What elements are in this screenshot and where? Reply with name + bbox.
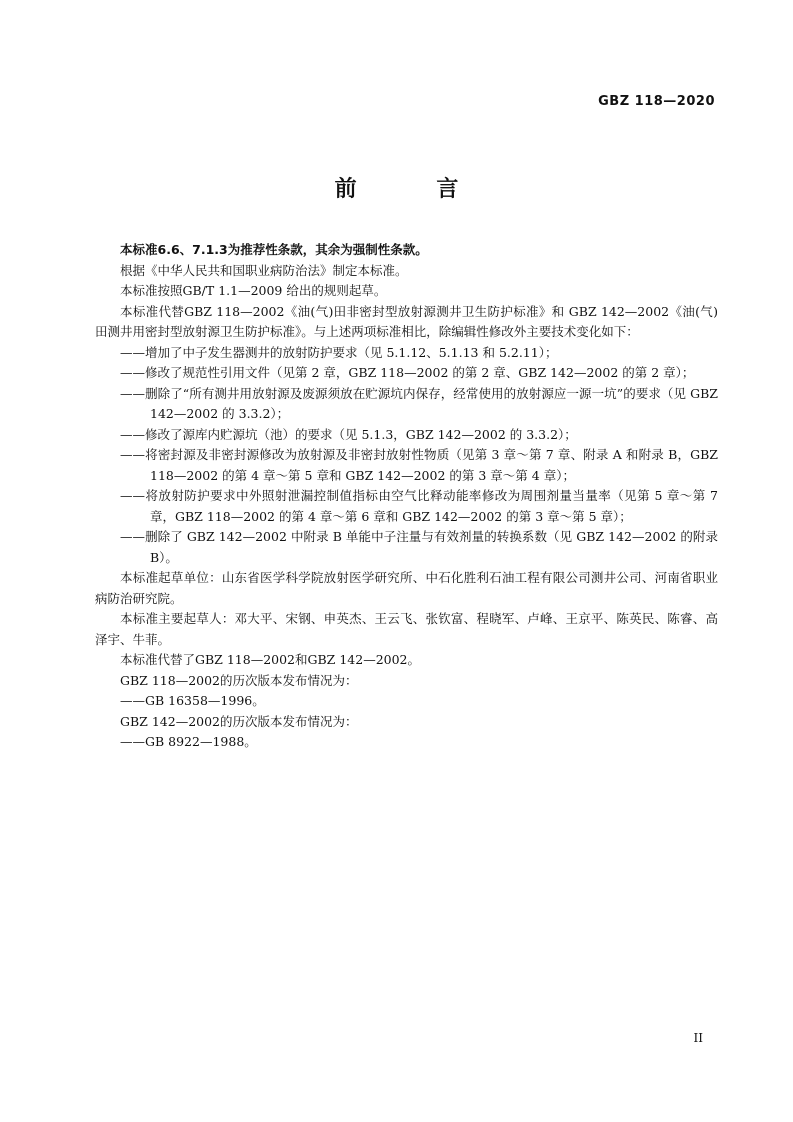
change-item: ——增加了中子发生器测井的放射防护要求（见 5.1.12、5.1.13 和 5.2.11）； xyxy=(120,344,558,360)
change-item: ——删除了“所有测井用放射源及废源须放在贮源坑内保存，经常使用的放射源应一源一坑”的要求（见 GBZ 142—2002 的 3.3.2）； xyxy=(120,385,718,421)
paragraph: GBZ 142—2002的历次版本发布情况为： xyxy=(120,713,358,729)
paragraph: GBZ 118—2002的历次版本发布情况为： xyxy=(120,672,358,688)
paragraph: ——GB 8922—1988。 xyxy=(120,734,257,749)
paragraph: 本标准代替GBZ 118—2002《油(气)田非密封型放射源测井卫生防护标准》和 GBZ 142—2002《油(气)田测井用密封型放射源卫生防护标准》。与上述两项标准相比，除编辑性修改外主要技术变化如下： xyxy=(95,303,718,339)
paragraph: 本标准按照GB/T 1.1—2009 给出的规则起草。 xyxy=(120,283,387,298)
paragraph: 本标准起草单位：山东省医学科学院放射医学研究所、中石化胜利石油工程有限公司测井公司、河南省职业病防治研究院。 xyxy=(95,570,718,606)
foreword-body xyxy=(95,240,718,753)
standard-number: GBZ 118—2020 xyxy=(598,94,715,109)
paragraph: 本标准主要起草人：邓大平、宋钢、申英杰、王云飞、张钦富、程晓军、卢峰、王京平、陈英民、陈睿、高泽宇、牛菲。 xyxy=(95,611,718,647)
change-item: ——将密封源及非密封源修改为放射源及非密封放射性物质（见第 3 章～第 7 章、附录 A 和附录 B，GBZ 118—2002 的第 4 章～第 5 章和 GBZ 142—2002 的第 3 章～第 4 章）； xyxy=(120,447,718,483)
change-item: ——删除了 GBZ 142—2002 中附录 B 单能中子注量与有效剂量的转换系数（见 GBZ 142—2002 的附录 B）。 xyxy=(120,529,718,565)
paragraph: 本标准代替了GBZ 118—2002和GBZ 142—2002。 xyxy=(120,652,421,667)
paragraph: 本标准6.6、7.1.3为推荐性条款，其余为强制性条款。 xyxy=(120,242,428,257)
change-item: ——将放射防护要求中外照射泄漏控制值指标由空气比释动能率修改为周围剂量当量率（见第 5 章～第 7 章，GBZ 118—2002 的第 4 章～第 6 章和 GBZ 142—2002 的第 3 章～第 5 章）； xyxy=(120,488,718,524)
page-number: II xyxy=(693,1031,703,1045)
paragraph: ——GB 16358—1996。 xyxy=(120,693,265,708)
page-title: 前 言 xyxy=(334,177,495,202)
paragraph: 根据《中华人民共和国职业病防治法》制定本标准。 xyxy=(120,262,408,278)
change-item: ——修改了源库内贮源坑（池）的要求（见 5.1.3，GBZ 142—2002 的 3.3.2）； xyxy=(120,426,577,442)
change-item: ——修改了规范性引用文件（见第 2 章，GBZ 118—2002 的第 2 章、GBZ 142—2002 的第 2 章）； xyxy=(120,365,695,380)
